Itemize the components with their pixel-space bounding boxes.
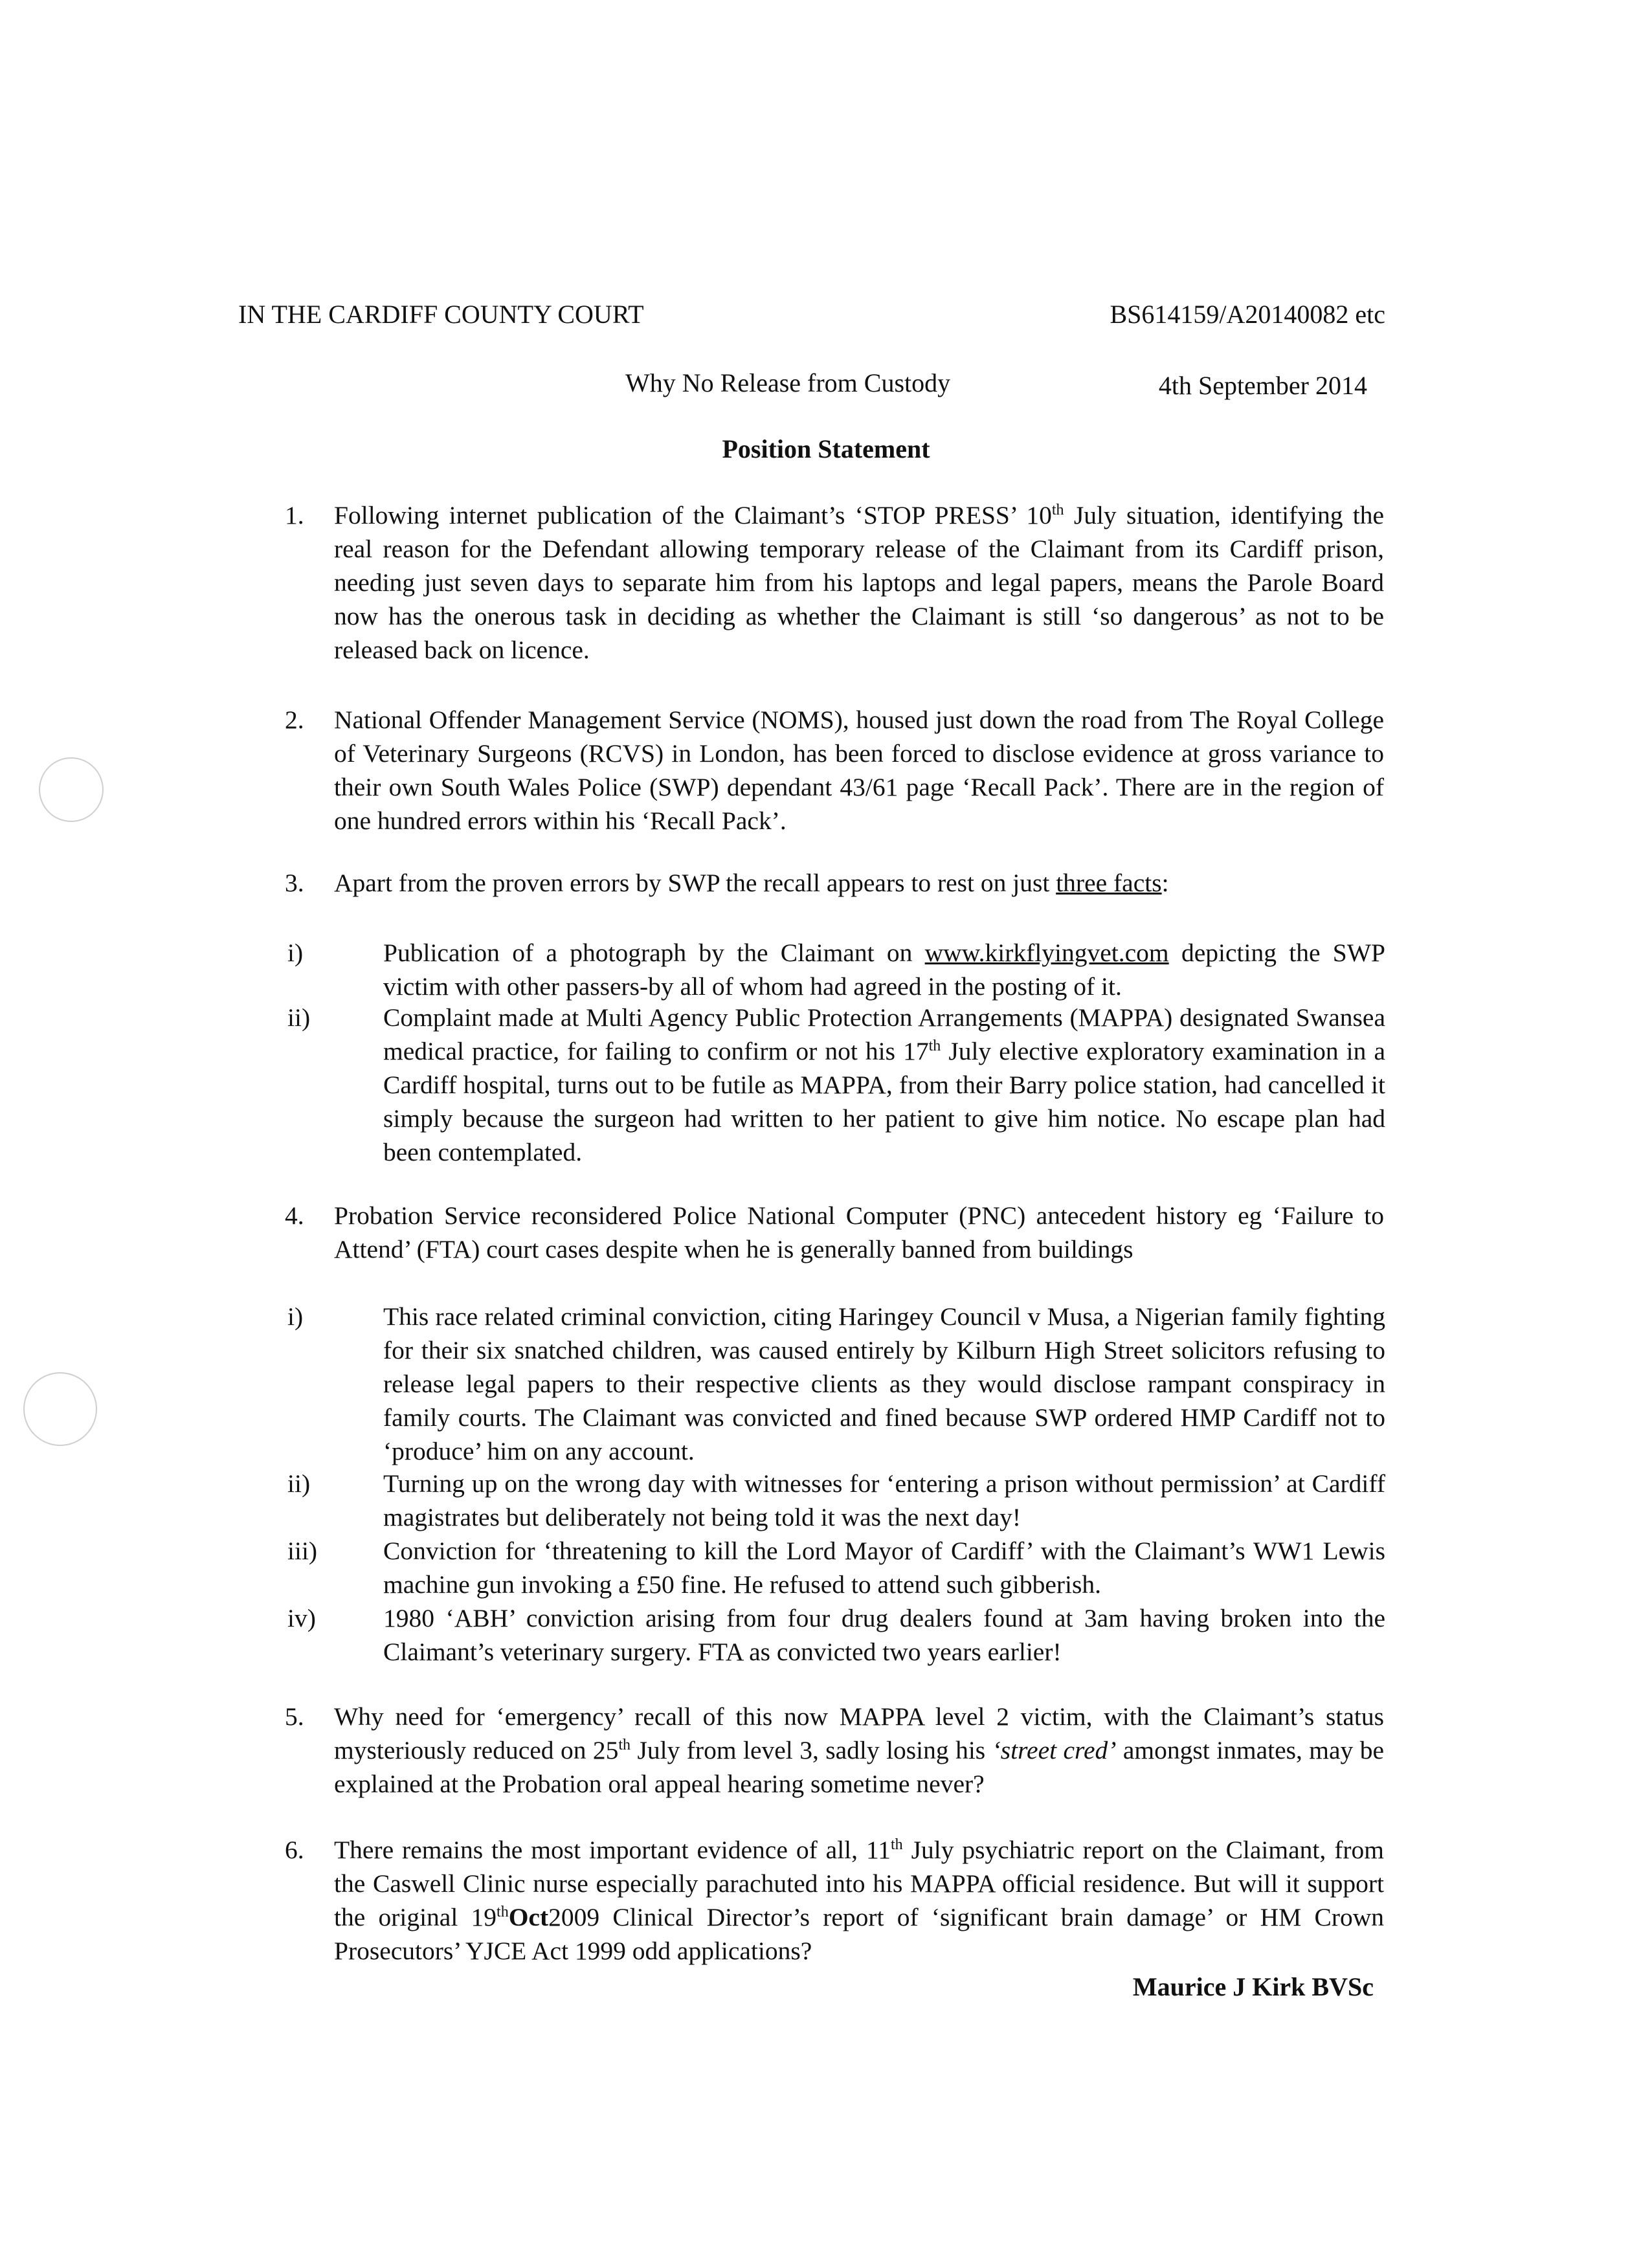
punch-hole-mark bbox=[23, 1372, 97, 1446]
court-name: IN THE CARDIFF COUNTY COURT bbox=[238, 300, 644, 329]
punch-hole-mark bbox=[39, 757, 104, 822]
item-text: Publication of a photograph by the Claimant on www.kirkflyingvet.com depicting the SWP victim with other passers-by all of whom had agreed in the posting of it. bbox=[383, 939, 1385, 1001]
paragraph-text: Probation Service reconsidered Police National Computer (PNC) antecedent history eg ‘Failure to Attend’ (FTA) court cases despite when he is generally banned from buildings bbox=[334, 1201, 1384, 1263]
item-number: ii) bbox=[287, 1003, 311, 1032]
paragraph-number: 3. bbox=[285, 869, 304, 897]
item-text: Complaint made at Multi Agency Public Protection Arrangements (MAPPA) designated Swansea medical practice, for failing to confirm or not his 17th July elective exploratory examination in a Cardiff hospital, turns out to be futile as MAPPA, from their Barry police station, had cancelled it simply because the surgeon had written to her patient to give him notice. No escape plan had been contemplated. bbox=[383, 1003, 1385, 1166]
item-text: 1980 ‘ABH’ conviction arising from four drug dealers found at 3am having broken into the Claimant’s veterinary surgery. FTA as convicted two years earlier! bbox=[383, 1604, 1385, 1666]
item-text: This race related criminal conviction, citing Haringey Council v Musa, a Nigerian family fighting for their six snatched children, was caused entirely by Kilburn High Street solicitors refusing to release legal papers to their respective clients as they would disclose rampant conspiracy in family courts. The Claimant was convicted and fined because SWP ordered HMP Cardiff not to ‘produce’ him on any account. bbox=[383, 1302, 1385, 1465]
paragraph-text: Following internet publication of the Claimant’s ‘STOP PRESS’ 10th July situation, identifying the real reason for the Defendant allowing temporary release of the Claimant from its Cardiff prison, needing just seven days to separate him from his laptops and legal papers, means the Parole Board now has the onerous task in deciding as whether the Claimant is still ‘so dangerous’ as not to be released back on licence. bbox=[334, 501, 1384, 664]
item-number: i) bbox=[287, 939, 304, 967]
paragraph-number: 2. bbox=[285, 706, 304, 734]
paragraph-number: 6. bbox=[285, 1836, 304, 1864]
paragraph-text: Apart from the proven errors by SWP the recall appears to rest on just three facts: bbox=[334, 869, 1169, 897]
document-title: Position Statement bbox=[722, 434, 930, 463]
paragraph-number: 5. bbox=[285, 1702, 304, 1731]
item-number: ii) bbox=[287, 1469, 311, 1498]
paragraph-text: Why need for ‘emergency’ recall of this now MAPPA level 2 victim, with the Claimant’s status mysteriously reduced on 25th July from level 3, sadly losing his ‘street cred’ amongst inmates, may be explained at the Probation oral appeal hearing sometime never? bbox=[334, 1702, 1385, 1798]
item-number: iii) bbox=[287, 1537, 318, 1565]
redacted-mark: Oct bbox=[508, 1903, 549, 1931]
signature: Maurice J Kirk BVSc bbox=[1132, 1972, 1374, 2001]
case-reference: BS614159/A20140082 etc bbox=[1110, 300, 1385, 329]
document-subject: Why No Release from Custody bbox=[625, 368, 951, 397]
website-link[interactable]: www.kirkflyingvet.com bbox=[924, 939, 1169, 967]
paragraph-number: 4. bbox=[285, 1201, 304, 1230]
item-text: Conviction for ‘threatening to kill the Lord Mayor of Cardiff’ with the Claimant’s WW1 Lewis machine gun invoking a £50 fine. He refused to attend such gibberish. bbox=[383, 1537, 1385, 1599]
paragraph-number: 1. bbox=[285, 501, 304, 529]
item-number: iv) bbox=[287, 1604, 316, 1632]
paragraph-text: National Offender Management Service (NOMS), housed just down the road from The Royal College of Veterinary Surgeons (RCVS) in London, has been forced to disclose evidence at gross variance to their own South Wales Police (SWP) dependant 43/61 page ‘Recall Pack’. There are in the region of one hundred errors within his ‘Recall Pack’. bbox=[334, 706, 1384, 835]
paragraph-text: There remains the most important evidence of all, 11th July psychiatric report on the Claimant, from the Caswell Clinic nurse especially parachuted into his MAPPA official residence. But will it support the original 19thOct2009 Clinical Director’s report of ‘significant brain damage’ or HM Crown Prosecutors’ YJCE Act 1999 odd applications? bbox=[334, 1836, 1384, 1965]
item-number: i) bbox=[287, 1302, 304, 1331]
item-text: Turning up on the wrong day with witnesses for ‘entering a prison without permission’ at Cardiff magistrates but deliberately not being told it was the next day! bbox=[383, 1469, 1385, 1531]
document-date: 4th September 2014 bbox=[1158, 371, 1367, 400]
